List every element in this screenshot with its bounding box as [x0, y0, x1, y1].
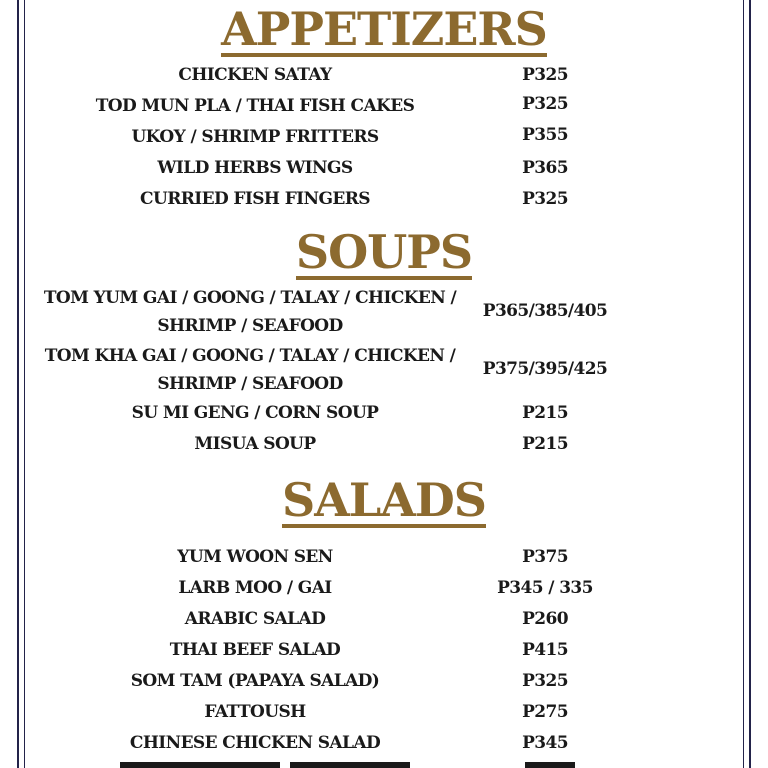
- menu-item-name: FATTOUSH: [204, 702, 306, 722]
- menu-item-price: P275: [522, 702, 568, 722]
- cut-off-text-fragment: [525, 762, 575, 768]
- cut-off-text-fragment: [290, 762, 410, 768]
- menu-item-name: TOM YUM GAI / GOONG / TALAY / CHICKEN / SHRIMP / SEAFOOD: [43, 288, 457, 336]
- menu-item-name: CURRIED FISH FINGERS: [140, 189, 370, 209]
- right-border-outer: [749, 0, 751, 768]
- menu-item-price: P365/385/405: [482, 301, 608, 321]
- menu-item-price: P325: [522, 671, 568, 691]
- right-border-inner: [743, 0, 744, 768]
- salads-title: SALADS: [281, 473, 487, 527]
- menu-item-name: ARABIC SALAD: [184, 609, 326, 629]
- menu-item-name: CHICKEN SATAY: [178, 65, 332, 85]
- menu-item-name: LARB MOO / GAI: [178, 578, 332, 598]
- menu-item-name: THAI BEEF SALAD: [169, 640, 341, 660]
- menu-item-name: MISUA SOUP: [194, 434, 316, 454]
- menu-item-price: P325: [522, 189, 568, 209]
- menu-item-price: P415: [522, 640, 568, 660]
- menu-item-price: P325: [522, 65, 568, 85]
- menu-item-name: CHINESE CHICKEN SALAD: [129, 733, 381, 753]
- menu-item-name: TOD MUN PLA / THAI FISH CAKES: [95, 96, 415, 116]
- menu-item-price: P260: [522, 609, 568, 629]
- cut-off-menu-row: [100, 762, 620, 768]
- menu-item-price: P325: [522, 94, 568, 114]
- menu-item-name: SU MI GENG / CORN SOUP: [131, 403, 379, 423]
- menu-item-price: P345 / 335: [497, 578, 593, 598]
- salads-heading: [0, 473, 768, 528]
- soups-heading: [0, 225, 768, 280]
- menu-item-price: P375: [522, 547, 568, 567]
- appetizers-title: APPETIZERS: [221, 2, 547, 56]
- soups-title: SOUPS: [295, 225, 473, 279]
- menu-item-price: P215: [522, 434, 568, 454]
- menu-item-price: P345: [522, 733, 568, 753]
- menu-item-name: WILD HERBS WINGS: [157, 158, 353, 178]
- menu-item-name: UKOY / SHRIMP FRITTERS: [131, 127, 379, 147]
- menu-item-price: P375/395/425: [482, 359, 608, 379]
- menu-item-price: P365: [522, 158, 568, 178]
- menu-item-price: P355: [522, 125, 568, 145]
- menu-item-name: YUM WOON SEN: [177, 547, 333, 567]
- appetizers-heading: [0, 2, 768, 57]
- menu-item-name: SOM TAM (PAPAYA SALAD): [130, 671, 380, 691]
- menu-item-name: TOM KHA GAI / GOONG / TALAY / CHICKEN / SHRIMP / SEAFOOD: [44, 346, 456, 394]
- cut-off-text-fragment: [120, 762, 280, 768]
- menu-item-price: P215: [522, 403, 568, 423]
